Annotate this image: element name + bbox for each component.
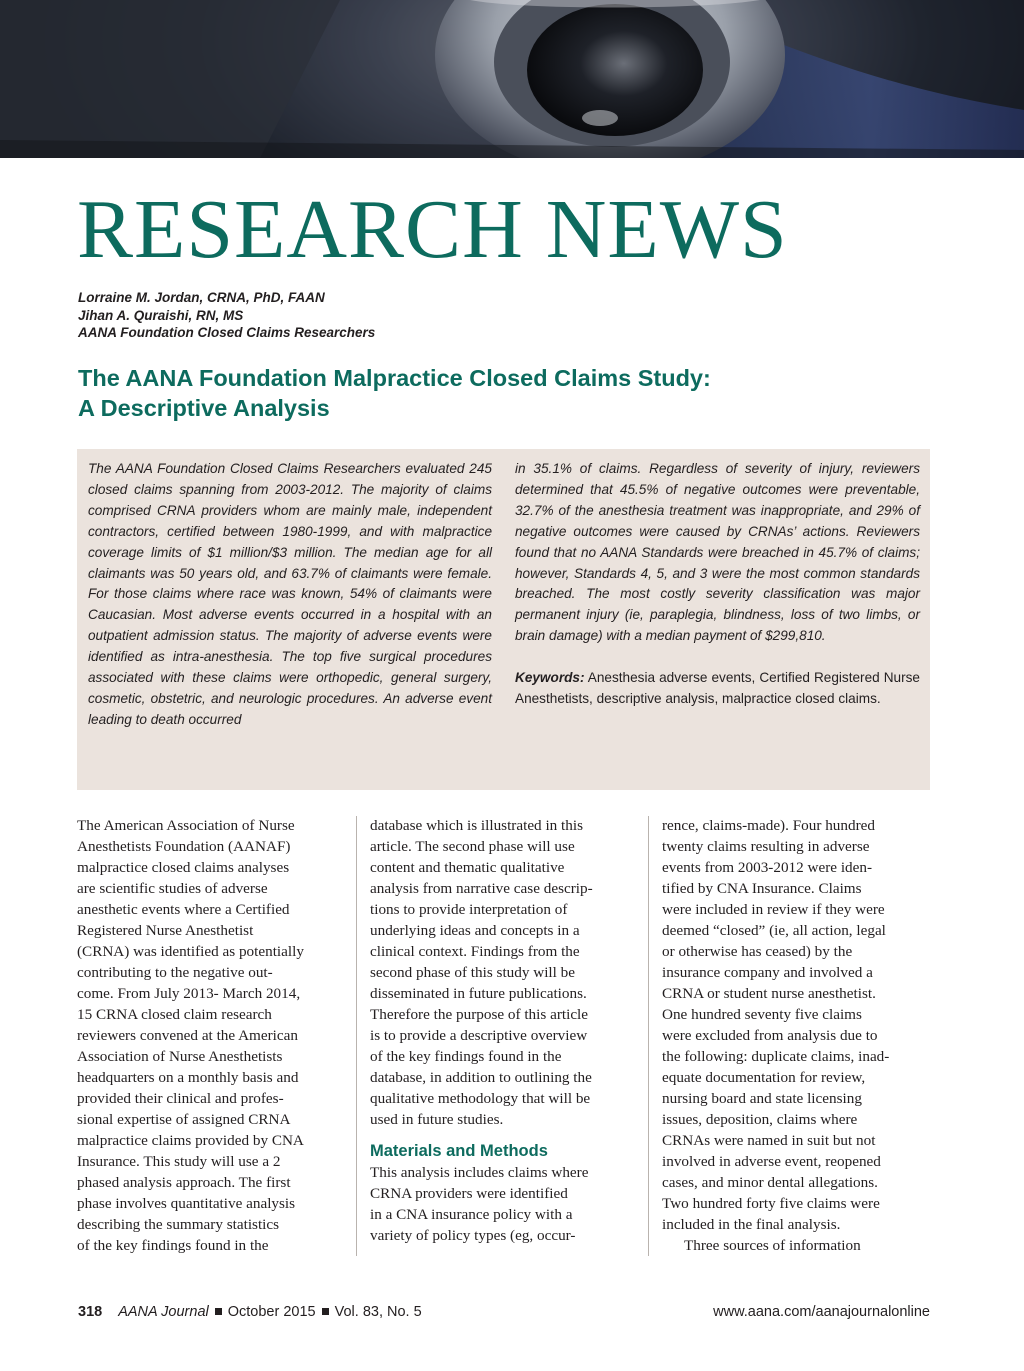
body-column-3 — [662, 815, 932, 1256]
body-line: underlying ideas and concepts in a — [370, 922, 580, 939]
body-line: malpractice closed claims analyses — [77, 859, 290, 876]
body-line: content and thematic qualitative — [370, 859, 565, 876]
body-line: Three sources of information — [684, 1237, 861, 1254]
abstract-box — [77, 449, 930, 790]
separator-square-icon — [322, 1308, 329, 1315]
author-list — [78, 289, 778, 342]
body-line: come. From July 2013- March 2014, — [77, 985, 301, 1002]
body-column-2-intro — [370, 815, 640, 1130]
page-number: 318 — [78, 1304, 103, 1320]
body-line: anesthetic events where a Certified — [77, 901, 290, 918]
body-line: CRNA providers were identified — [370, 1185, 568, 1202]
body-line: disseminated in future publications. — [370, 985, 587, 1002]
body-line: insurance company and involved a — [662, 964, 873, 981]
body-column-2-methods — [370, 1162, 640, 1246]
body-line: (CRNA) was identified as potentially — [77, 943, 304, 960]
column-divider — [648, 816, 649, 1256]
body-column-2 — [370, 815, 640, 1246]
body-line: is to provide a descriptive overview — [370, 1027, 588, 1044]
body-line: article. The second phase will use — [370, 838, 575, 855]
body-line: The American Association of Nurse — [77, 817, 295, 834]
body-line: involved in adverse event, reopened — [662, 1153, 881, 1170]
abstract-text: in 35.1% of claims. Regardless of severity of injury, reviewers determined that 45.5% of negative outcomes were preventable, 32.7% of the anesthesia treatment was inappropriate, and 29% of negative outcomes were caused by CRNAs’ actions. Reviewers found that no AANA Standards were breached in 45.7% of claims; however, Standards 4, 5, and 3 were the most common standards breached. The most costly severity classification was major permanent injury (ie, paraplegia, blindness, loss of two limbs, or brain damage) with a median payment of $299,810. — [515, 461, 920, 644]
body-line: sional expertise of assigned CRNA — [77, 1111, 291, 1128]
body-line: issues, deposition, claims where — [662, 1111, 858, 1128]
body-line: CRNAs were named in suit but not — [662, 1132, 876, 1149]
separator-square-icon — [215, 1308, 222, 1315]
body-line: are scientific studies of adverse — [77, 880, 268, 897]
body-line: CRNA or student nurse anesthetist. — [662, 985, 876, 1002]
body-line: rence, claims-made). Four hundred — [662, 817, 875, 834]
body-line: were excluded from analysis due to — [662, 1027, 878, 1044]
body-line: contributing to the negative out- — [77, 964, 273, 981]
section-heading-materials-methods: Materials and Methods — [370, 1142, 548, 1160]
abstract-column-left — [88, 459, 492, 731]
body-line: tified by CNA Insurance. Claims — [662, 880, 862, 897]
body-line: malpractice claims provided by CNA — [77, 1132, 304, 1149]
abstract-column-right — [515, 459, 920, 710]
body-line: database which is illustrated in this — [370, 817, 584, 834]
body-line: reviewers convened at the American — [77, 1027, 298, 1044]
body-line: qualitative methodology that will be — [370, 1090, 591, 1107]
keywords-text: Anesthesia adverse events, Certified Registered Nurse Anesthetists, descriptive analysis, malpractice closed claims. — [515, 670, 920, 707]
body-line: analysis from narrative case descrip- — [370, 880, 593, 897]
body-line: provided their clinical and profes- — [77, 1090, 284, 1107]
keywords-label: Keywords: — [515, 670, 585, 686]
body-line: tions to provide interpretation of — [370, 901, 568, 918]
body-line: included in the final analysis. — [662, 1216, 841, 1233]
body-line: 15 CRNA closed claim research — [77, 1006, 272, 1023]
body-line: Anesthetists Foundation (AANAF) — [77, 838, 291, 855]
author-line: Jihan A. Quraishi, RN, MS — [78, 307, 244, 323]
body-line: clinical context. Findings from the — [370, 943, 580, 960]
keywords — [515, 668, 920, 710]
issue-date: October 2015 — [227, 1304, 316, 1320]
section-masthead: RESEARCH NEWS — [77, 183, 788, 276]
body-line: were included in review if they were — [662, 901, 885, 918]
journal-url: www.aana.com/aanajournalonline — [713, 1304, 930, 1320]
article-title-line: A Descriptive Analysis — [78, 395, 330, 421]
author-line: AANA Foundation Closed Claims Researchers — [78, 325, 376, 340]
abstract-text: The AANA Foundation Closed Claims Researchers evaluated 245 closed claims spanning from 2003-2012. The majority of claims comprised CRNA providers whom are mainly male, independent contractors, certified between 1980-1999, and with malpractice coverage limits of $1 million/$3 million. The median age for all claimants was 50 years old, and 63.7% of claimants were female. For those claims where race was known, 54% of claimants were Caucasian. Most adverse events occurred in a hospital with an outpatient admission status. The majority of adverse events were identified as intra-anesthesia. The top five surgical procedures associated with these claims were orthopedic, general surgery, cosmetic, obstetric, and neurologic procedures. An adverse event leading to death occurred — [88, 461, 492, 727]
page-footer — [78, 1304, 930, 1324]
body-line: phased analysis approach. The first — [77, 1174, 291, 1191]
body-line: of the key findings found in the — [77, 1237, 269, 1254]
body-line: cases, and minor dental allegations. — [662, 1174, 878, 1191]
body-column-1 — [77, 815, 347, 1256]
body-line: variety of policy types (eg, occur- — [370, 1227, 576, 1244]
body-line: database, in addition to outlining the — [370, 1069, 592, 1086]
article-title-line: The AANA Foundation Malpractice Closed Claims Study: — [78, 365, 711, 391]
body-line: events from 2003-2012 were iden- — [662, 859, 873, 876]
article-title — [78, 363, 958, 423]
journal-name: AANA Journal — [118, 1304, 209, 1320]
body-line: Insurance. This study will use a 2 — [77, 1153, 281, 1170]
body-line: describing the summary statistics — [77, 1216, 280, 1233]
body-line: deemed “closed” (ie, all action, legal — [662, 922, 886, 939]
column-divider — [356, 816, 357, 1256]
body-line: nursing board and state licensing — [662, 1090, 862, 1107]
body-line: headquarters on a monthly basis and — [77, 1069, 299, 1086]
body-line: Therefore the purpose of this article — [370, 1006, 589, 1023]
body-line: phase involves quantitative analysis — [77, 1195, 296, 1212]
body-line: Association of Nurse Anesthetists — [77, 1048, 283, 1065]
body-line: or otherwise has ceased) by the — [662, 943, 853, 960]
body-line: in a CNA insurance policy with a — [370, 1206, 573, 1223]
body-line: of the key findings found in the — [370, 1048, 562, 1065]
body-line: used in future studies. — [370, 1111, 504, 1128]
body-line: equate documentation for review, — [662, 1069, 866, 1086]
body-column-3-text — [662, 815, 932, 1235]
body-line: This analysis includes claims where — [370, 1164, 589, 1181]
body-line: the following: duplicate claims, inad- — [662, 1048, 890, 1065]
body-line: twenty claims resulting in adverse — [662, 838, 870, 855]
body-line: Two hundred forty five claims were — [662, 1195, 880, 1212]
body-line: One hundred seventy five claims — [662, 1006, 862, 1023]
body-line: Registered Nurse Anesthetist — [77, 922, 254, 939]
author-line: Lorraine M. Jordan, CRNA, PhD, FAAN — [78, 290, 325, 305]
header-photo — [0, 0, 1024, 158]
volume-issue: Vol. 83, No. 5 — [334, 1304, 422, 1320]
footer-citation — [78, 1304, 422, 1320]
body-line: second phase of this study will be — [370, 964, 576, 981]
